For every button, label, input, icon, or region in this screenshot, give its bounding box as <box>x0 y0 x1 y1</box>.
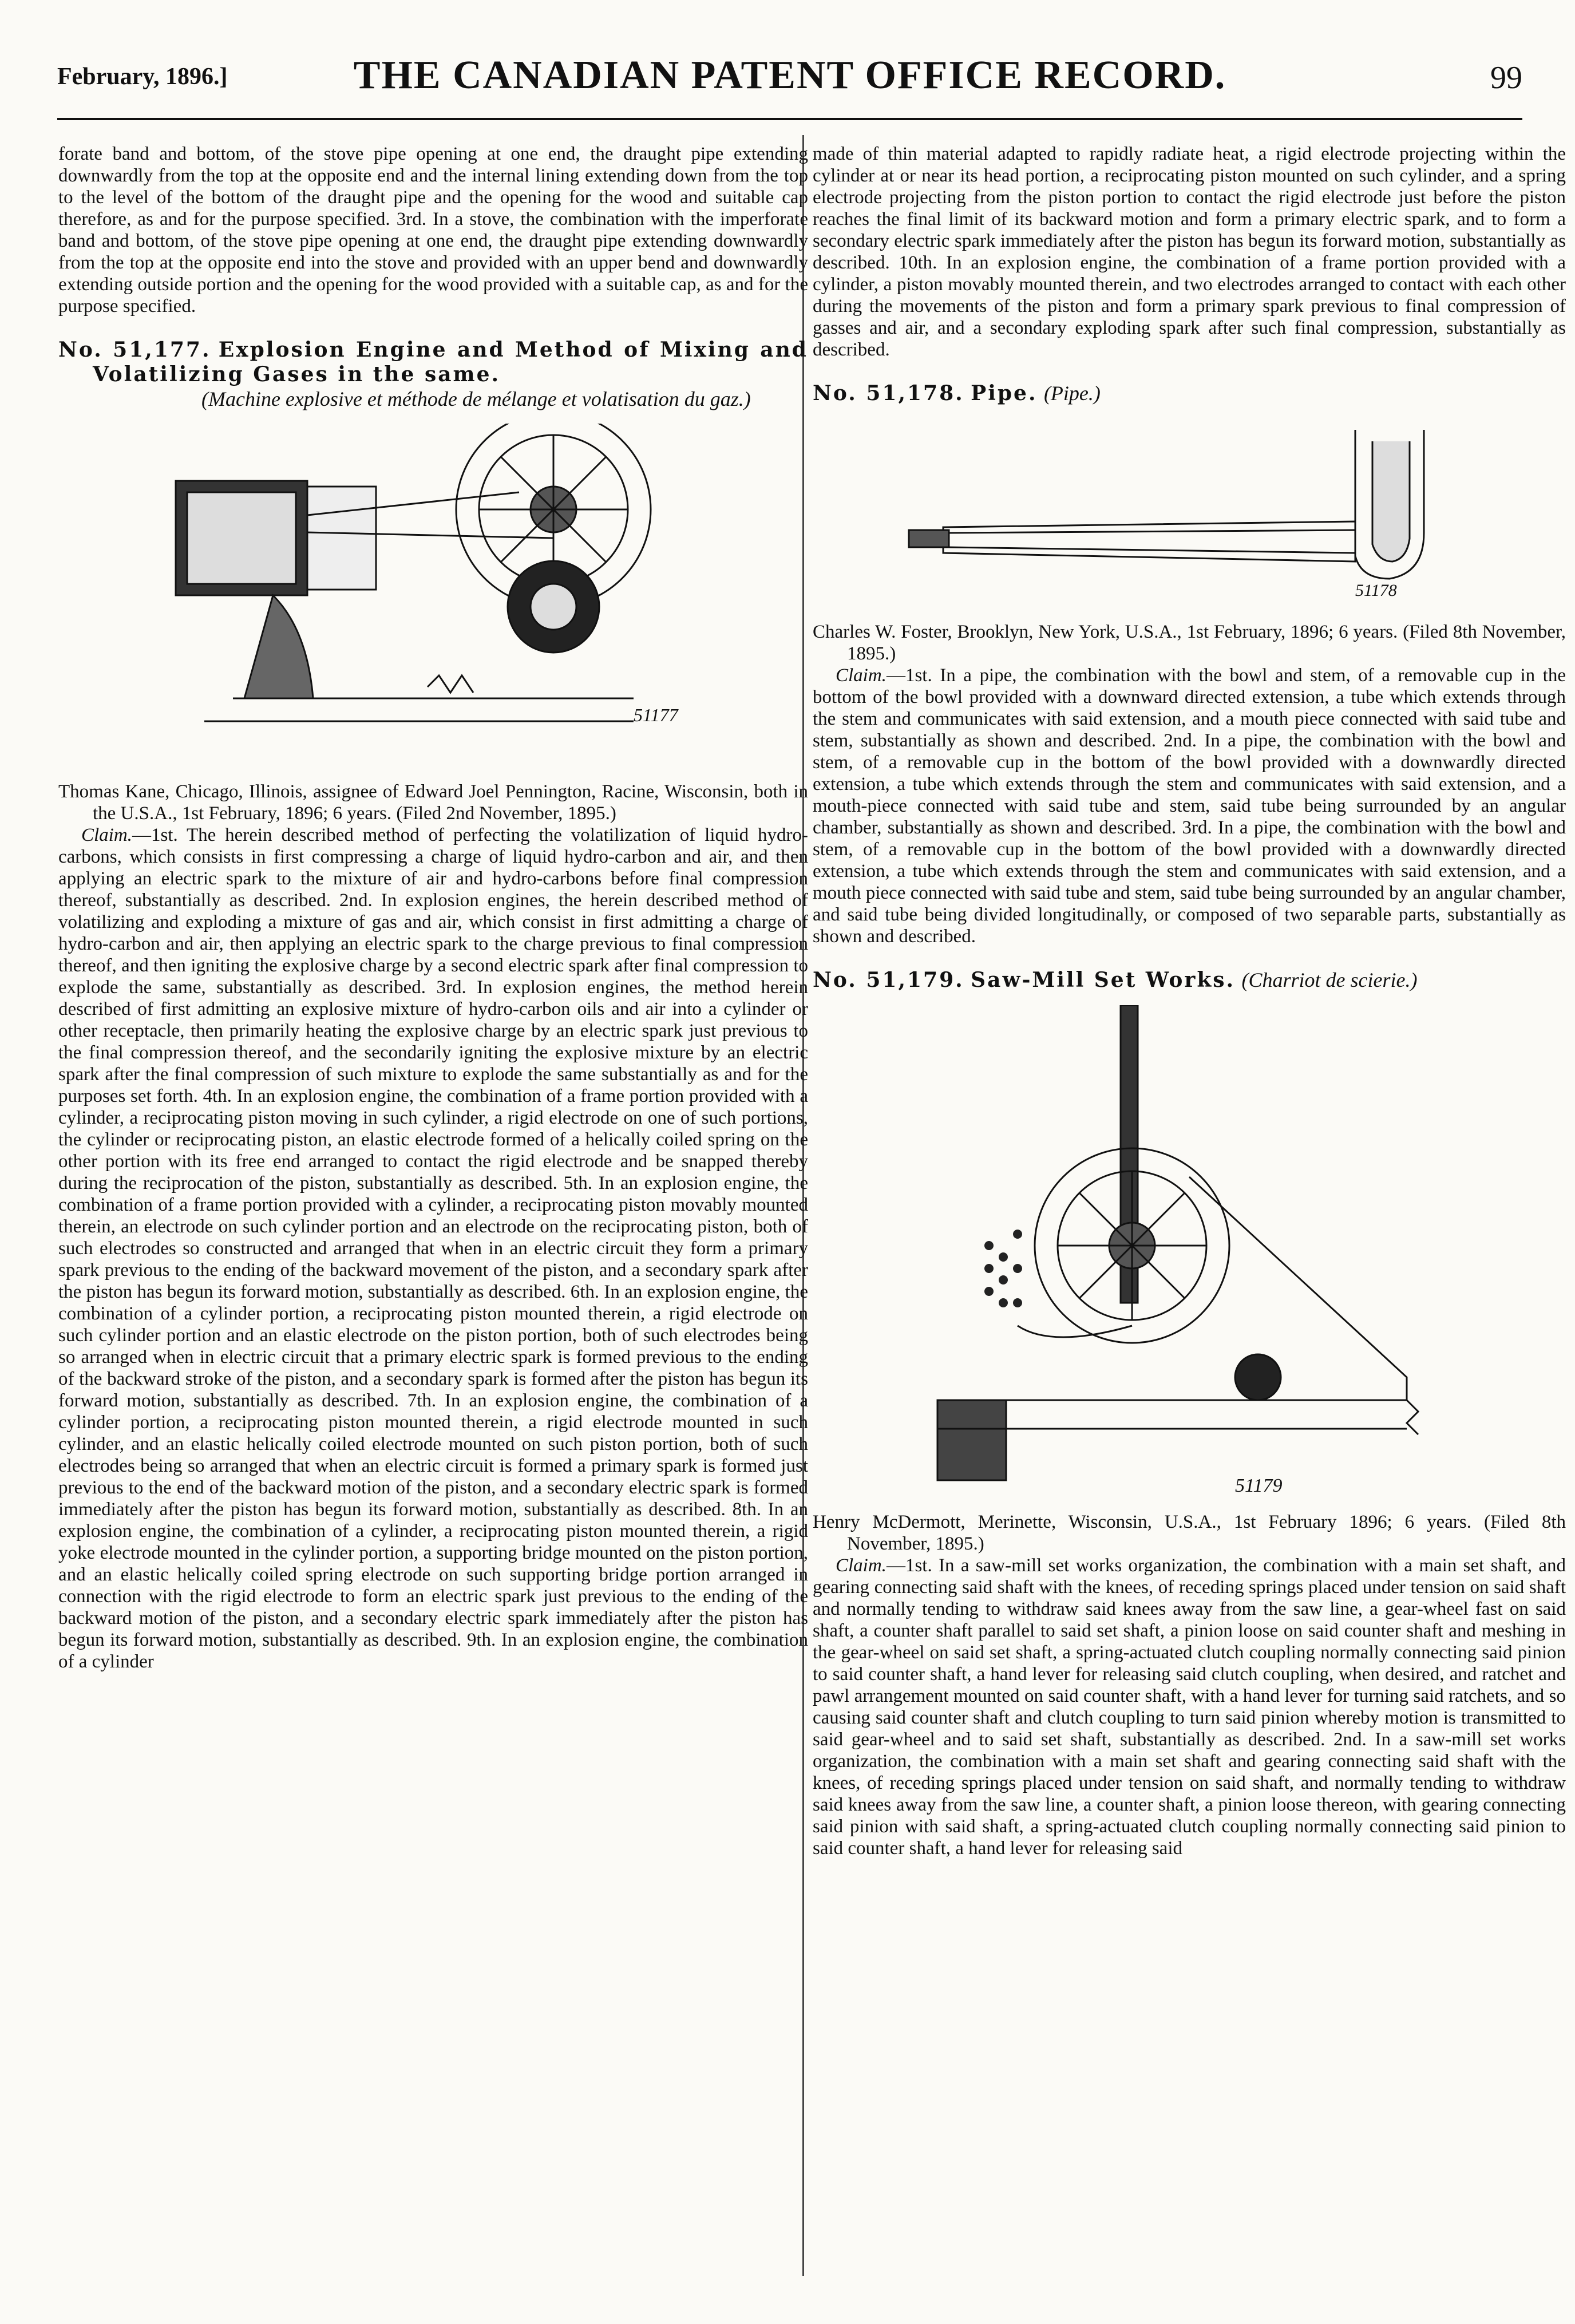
patent-title: Explosion Engine and Method of Mixing and Volatilizing Gases in the same. <box>93 338 808 386</box>
patent-heading-51177 <box>58 338 808 411</box>
patent-number: No. 51,178. <box>813 381 964 405</box>
patent-number: No. 51,177. <box>58 338 211 362</box>
patent-heading-51178 <box>813 381 1566 406</box>
claim-label: Claim. <box>836 665 887 686</box>
inventor-line: Thomas Kane, Chicago, Illinois, assignee of Edward Joel Pennington, Racine, Wisconsin, both in the U.S.A., 1st February, 1896; 6 years. (Filed 2nd November, 1895.) <box>58 781 808 824</box>
pipe-drawing-svg <box>874 418 1504 607</box>
figure-number: 51178 <box>1355 581 1397 600</box>
header-rule <box>57 118 1522 120</box>
patent-heading-51179 <box>813 968 1566 993</box>
continued-text-left: forate band and bottom, of the stove pipe opening at one end, the draught pipe extending downwardly from the top at the opposite end and the internal lining extending down from the top to the level of the bottom of the draught pipe and the opening for the wood and suitable cap therefore, as and for the purpose specified. 3rd. In a stove, the combination with the imperforate band and bottom, of the stove pipe opening at one end, the draught pipe extending downwardly from the top at the opposite end into the stove and provided with an upper bend and downwardly extending outside portion and the opening for the wood provided with a suitable cap, as and for the purpose specified. <box>58 144 808 317</box>
header-date: February, 1896.] <box>57 64 228 90</box>
patent-title: Pipe. <box>971 381 1038 405</box>
patent-french-title: (Charriot de scierie.) <box>1241 969 1418 991</box>
claim-body: —1st. The herein described method of perfecting the volatilization of liquid hydro-carbons, which consists in first compressing a charge of liquid hydro-carbon and air, and then applying an electric spark to the mixture of air and hydro-carbons before final compression thereof, substantially as described. 2nd. In explosion engines, the herein described method of volatilizing and exploding a mixture of gas and air, which consist in first admitting a charge of hydro-carbon and air, then applying an electric spark to the charge previous to final compression thereof, and then igniting the explosive charge by a second electric spark after final compression to explode the same, substantially as described. 3rd. In explosion engines, the method herein described of first admitting an explosive mixture of hydro-carbon oils and air into a cylinder or other receptacle, then primarily heating the explosive charge by an electric spark just previous to the final compression thereof, and the secondarily igniting the explosive mixture by an electric spark after the final compression of such mixture to explode the same substantially as and for the purposes set forth. 4th. In an explosion engine, the combination of a frame portion provided with a cylinder, a reciprocating piston moving in such cylinder, a rigid electrode on one of such portions, the cylinder or reciprocating piston, an elastic electrode formed of a helically coiled spring on the other portion with its free end arranged to contact the rigid electrode and be snapped thereby during the reciprocation of the piston, substantially as described. 5th. In an explosion engine, the combination of a frame portion provided with a cylinder, a reciprocating piston movably mounted therein, an electrode on such cylinder portion and an electrode on the reciprocating piston, both of such electrodes so constructed and arranged that when in an electric circuit they form a primary spark previous to the ending of the backward movement of the piston, and a secondary spark after the piston has begun its forward motion, substantially as described. 6th. In an explosion engine, the combination of a cylinder portion, a reciprocating piston mounted therein, a rigid electrode on such cylinder portion and an elastic electrode on the piston portion, both of such electrodes being so arranged when in electric circuit that a primary electric spark is formed previous to the ending of the backward stroke of the piston, and a secondary spark is formed after the piston has begun its forward motion, substantially as described. 7th. In an explosion engine, the combination of a cylinder portion, a reciprocating piston mounted therein, a rigid electrode mounted in such cylinder, and an elastic helically coiled electrode mounted on such piston portion, both of such electrodes being so arranged that when an electric circuit is formed a primary spark is formed just previous to the end of the backward motion of the piston, and a secondary electric spark is formed immediately after the piston has begun its forward motion, substantially as described. 8th. In an explosion engine, the combination of a cylinder, a reciprocating piston mounted therein, a rigid yoke electrode mounted in the cylinder portion, a supporting bridge mounted on the piston portion, and an elastic helically coiled spring electrode on such supporting bridge portion arranged in connection with the rigid electrode to form an electric spark just previous to the ending of the backward motion of the piston, and a secondary electric spark immediately after the piston has begun its forward motion, substantially as described. 9th. In an explosion engine, the combination of a cylinder <box>58 825 808 1672</box>
page-number: 99 <box>1490 60 1522 96</box>
patent-french-title: (Pipe.) <box>1043 382 1101 405</box>
pipe-drawing <box>874 418 1504 607</box>
right-column <box>813 143 1566 1859</box>
inventor-line: Charles W. Foster, Brooklyn, New York, U.S.A., 1st February, 1896; 6 years. (Filed 8th November, 1895.) <box>813 622 1566 664</box>
continued-text-right: made of thin material adapted to rapidly radiate heat, a rigid electrode projecting within the cylinder at or near its head portion, a reciprocating piston mounted on such cylinder, and a spring electrode projecting from the piston portion to contact the rigid electrode just before the piston reaches the final limit of its backward motion and form a primary electric spark, and to form a secondary electric spark immediately after the piston has begun its forward motion, substantially as described. 10th. In an explosion engine, the combination of a frame portion provided with a cylinder, a piston movably mounted therein, and two electrodes arranged to contact with each other during the movements of the piston and form a primary spark previous to final compression of gasses and air, and a secondary exploding spark after such final compression, substantially as described. <box>813 144 1566 360</box>
header-title: THE CANADIAN PATENT OFFICE RECORD. <box>353 53 1226 97</box>
inventor-line: Henry McDermott, Merinette, Wisconsin, U.S.A., 1st February 1896; 6 years. (Filed 8th November, 1895.) <box>813 1512 1566 1554</box>
patent-french-title: (Machine explosive et méthode de mélange et volatisation du gaz.) <box>201 388 751 410</box>
patent-number: No. 51,179. <box>813 968 964 992</box>
claim-body: —1st. In a pipe, the combination with the bowl and stem, of a removable cup in the bottom of the bowl provided with a downward directed extension, a tube which extends through the stem and communicates with said extension, and a mouth piece connected with said tube and stem, substantially as shown and described. 2nd. In a pipe, the combination with the bowl and stem, of a removable cup in the bottom of the bowl provided with a downwardly directed extension, a tube which extends through the stem and communicates with said extension, and a mouth-piece connected with said tube and stem, said tube being surrounded by an angular chamber, substantially as shown and described. 3rd. In a pipe, the combination with the bowl and stem, of a removable cup in the bottom of the bowl provided with a downwardly directed extension, a tube which extends through the stem and communicates with said extension, and a mouth piece connected with said tube and stem, said tube being surrounded by an angular chamber, and said tube being divided longitudinally, or composed of two separable parts, substantially as shown and described. <box>813 665 1566 947</box>
claim-text <box>813 665 1566 947</box>
saw-mill-drawing-svg <box>903 1005 1475 1497</box>
claim-label: Claim. <box>81 825 132 845</box>
patent-title: Saw-Mill Set Works. <box>971 968 1236 992</box>
engine-drawing <box>118 424 748 767</box>
left-column <box>58 143 808 1673</box>
figure-number: 51177 <box>634 705 678 725</box>
saw-mill-drawing <box>903 1005 1475 1497</box>
engine-drawing-svg <box>118 424 748 767</box>
claim-text <box>813 1555 1566 1859</box>
claim-label: Claim. <box>836 1555 887 1576</box>
claim-text <box>58 824 808 1673</box>
claim-body: —1st. In a saw-mill set works organization, the combination with a main set shaft, and gearing connecting said shaft with the knees, of receding springs placed under tension on said shaft and normally tending to withdraw said knees away from the saw line, a gear-wheel fast on said shaft, a counter shaft parallel to said set shaft, a pinion loose on said counter shaft and meshing in the gear-wheel on said set shaft, a spring-actuated clutch coupling normally connecting said pinion to said counter shaft, a hand lever for releasing said clutch coupling, when desired, and ratchet and pawl arrangement mounted on said counter shaft, with a hand lever for turning said ratchets, and so causing said counter shaft and clutch coupling to turn said pinion whereby motion is transmitted to said gear-wheel and to said set shaft, substantially as described. 2nd. In a saw-mill set works organization, the combination with a main set shaft and gearing connecting said shaft with the knees, of receding springs placed under tension on said shaft, and normally tending to withdraw said knees away from the saw line, a counter shaft, a pinion loose thereon, with gearing connecting said pinion with said shaft, a spring-actuated clutch coupling normally connecting said pinion to said counter shaft, a hand lever for releasing said <box>813 1555 1566 1859</box>
page-header <box>57 53 1522 116</box>
figure-number: 51179 <box>1235 1475 1283 1496</box>
